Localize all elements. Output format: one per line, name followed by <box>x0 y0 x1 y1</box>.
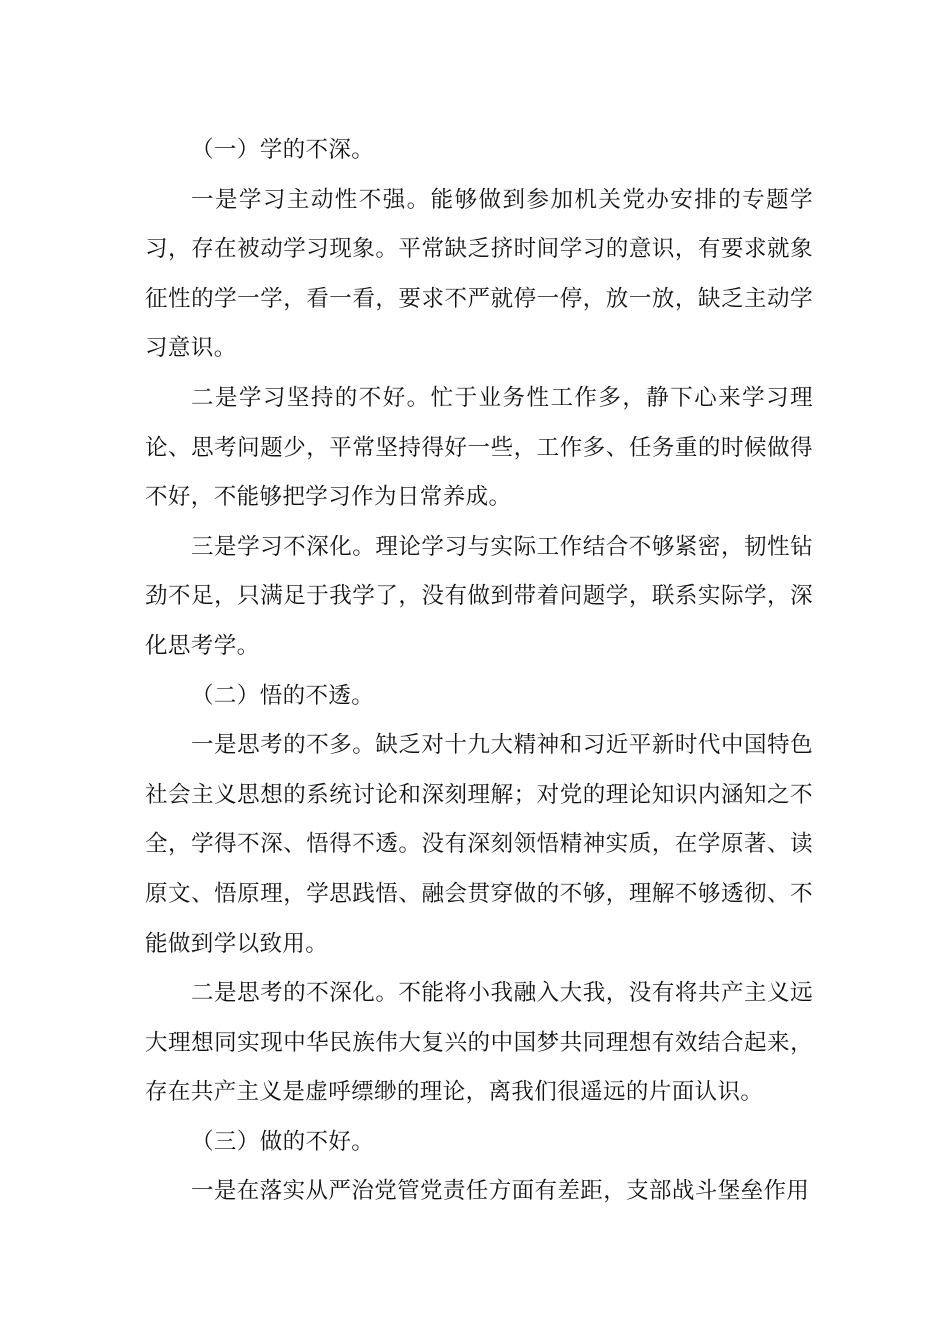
paragraph-2-1: 一是思考的不多。缺乏对十九大精神和习近平新时代中国特色社会主义思想的系统讨论和深刻理解；对党的理论知识内涵知之不全，学得不深、悟得不透。没有深刻领悟精神实质，在学原著、读原文、悟原理，学思践悟、融会贯穿做的不够，理解不够透彻、不能做到学以致用。 <box>145 732 813 957</box>
section-heading-3: （三）做的不好。 <box>191 1128 375 1155</box>
paragraph-1-3: 三是学习不深化。理论学习与实际工作结合不够紧密，韧性钻劲不足，只满足于我学了，没有做到带着问题学，联系实际学，深化思考学。 <box>145 533 813 659</box>
paragraph-1-2: 二是学习坚持的不好。忙于业务性工作多，静下心来学习理论、思考问题少，平常坚持得好一些，工作多、任务重的时候做得不好，不能够把学习作为日常养成。 <box>145 384 813 511</box>
paragraph-1-1: 一是学习主动性不强。能够做到参加机关党办安排的专题学习，存在被动学习现象。平常缺乏挤时间学习的意识，有要求就象征性的学一学，看一看，要求不严就停一停，放一放，缺乏主动学习意识。 <box>145 186 813 362</box>
document-body <box>145 126 813 1217</box>
section-heading-2: （二）悟的不透。 <box>191 682 375 709</box>
paragraph-3-1: 一是在落实从严治党管党责任方面有差距，支部战斗堡垒作用 <box>191 1178 810 1205</box>
paragraph-2-2: 二是思考的不深化。不能将小我融入大我，没有将共产主义远大理想同实现中华民族伟大复兴的中国梦共同理想有效结合起来，存在共产主义是虚呼缥缈的理论，离我们很遥远的片面认识。 <box>145 980 813 1106</box>
section-heading-1: （一）学的不深。 <box>191 137 375 163</box>
